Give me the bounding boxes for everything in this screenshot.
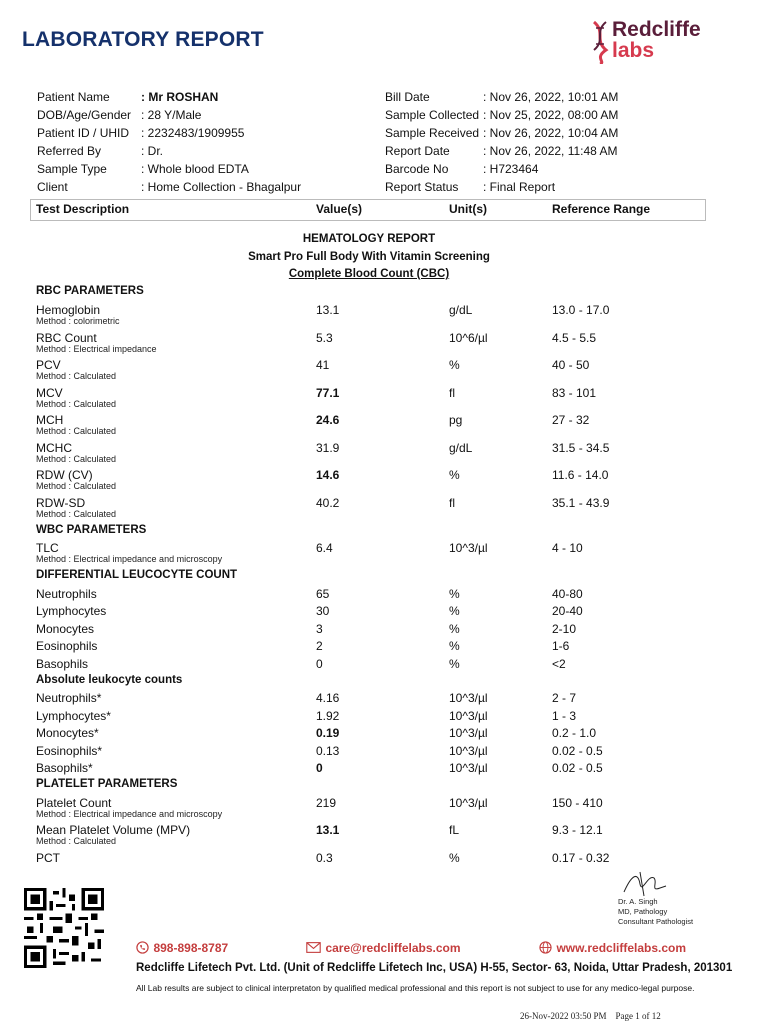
test-value: 13.1	[316, 303, 340, 317]
test-name: Basophils*	[36, 761, 93, 775]
globe-icon	[539, 941, 552, 954]
table-row	[0, 541, 768, 569]
test-reference-range: 1-6	[552, 639, 570, 653]
bill-date-label: Bill Date	[385, 90, 430, 104]
table-row	[0, 657, 768, 685]
test-name: Mean Platelet Volume (MPV)	[36, 823, 191, 837]
phone-icon	[136, 941, 149, 954]
test-method: Method : Electrical impedance	[36, 344, 157, 354]
test-unit: g/dL	[449, 303, 473, 317]
test-value: 5.3	[316, 331, 333, 345]
test-unit: %	[449, 587, 460, 601]
dna-logo-icon	[590, 20, 610, 64]
test-name: MCH	[36, 413, 64, 427]
test-reference-range: 13.0 - 17.0	[552, 303, 610, 317]
test-name: Eosinophils*	[36, 744, 103, 758]
table-row	[0, 386, 768, 414]
table-row	[0, 761, 768, 789]
table-row	[0, 796, 768, 824]
patient-name-label: Patient Name	[37, 90, 110, 104]
test-unit: g/dL	[449, 441, 473, 455]
test-name: Eosinophils	[36, 639, 98, 653]
test-unit: fl	[449, 386, 455, 400]
test-unit: %	[449, 639, 460, 653]
test-value: 1.92	[316, 709, 340, 723]
test-reference-range: 1 - 3	[552, 709, 577, 723]
col-test-description: Test Description	[36, 202, 130, 216]
contact-email[interactable]	[306, 939, 461, 957]
section-rbc: RBC PARAMETERS	[36, 285, 144, 297]
test-unit: 10^3/µl	[449, 744, 488, 758]
test-unit: %	[449, 622, 460, 636]
test-unit: 10^3/µl	[449, 709, 488, 723]
logo-text-redcliffe: Redcliffe	[612, 18, 701, 41]
test-unit: %	[449, 468, 460, 482]
test-method: Method : Calculated	[36, 509, 117, 519]
col-reference-range: Reference Range	[552, 202, 651, 216]
email-icon	[306, 942, 321, 953]
sample-received-value: : Nov 26, 2022, 10:04 AM	[483, 126, 619, 140]
patient-id-label: Patient ID / UHID	[37, 126, 130, 140]
test-unit: %	[449, 657, 460, 671]
barcode-value: : H723464	[483, 162, 539, 176]
test-method: Method : Calculated	[36, 426, 117, 436]
dob-label: DOB/Age/Gender	[37, 108, 132, 122]
sample-type-label: Sample Type	[37, 162, 107, 176]
table-row	[0, 413, 768, 441]
test-value: 6.4	[316, 541, 333, 555]
test-value: 24.6	[316, 413, 340, 427]
test-method: Method : colorimetric	[36, 316, 120, 326]
test-name: PCV	[36, 358, 61, 372]
test-method: Method : Calculated	[36, 371, 117, 381]
test-method: Method : Electrical impedance and microscopy	[36, 809, 223, 819]
test-value: 0	[316, 761, 323, 775]
test-value: 77.1	[316, 386, 340, 400]
test-method: Method : Calculated	[36, 454, 117, 464]
pathologist-name: Dr. A. Singh	[618, 897, 658, 906]
test-name: RDW (CV)	[36, 468, 93, 482]
contact-phone[interactable]	[136, 939, 228, 957]
test-unit: 10^3/µl	[449, 796, 488, 810]
sample-received-label: Sample Received	[385, 126, 480, 140]
test-name: Monocytes	[36, 622, 95, 636]
test-value: 14.6	[316, 468, 340, 482]
report-heading: HEMATOLOGY REPORT	[302, 233, 436, 245]
table-row	[0, 303, 768, 331]
barcode-label: Barcode No	[385, 162, 449, 176]
test-unit: 10^3/µl	[449, 726, 488, 740]
test-name: Lymphocytes	[36, 604, 107, 618]
dob-value: : 28 Y/Male	[141, 108, 202, 122]
report-date-value: : Nov 26, 2022, 11:48 AM	[483, 144, 618, 158]
test-unit: fl	[449, 496, 455, 510]
test-method: Method : Calculated	[36, 481, 117, 491]
test-reference-range: 4 - 10	[552, 541, 583, 555]
test-value: 4.16	[316, 691, 340, 705]
report-status-label: Report Status	[385, 180, 459, 194]
section-dlc: DIFFERENTIAL LEUCOCYTE COUNT	[36, 569, 238, 581]
pathologist-role: Consultant Pathologist	[618, 917, 694, 926]
test-value: 31.9	[316, 441, 340, 455]
client-value: : Home Collection - Bhagalpur	[141, 180, 302, 194]
referred-by-label: Referred By	[37, 144, 102, 158]
test-name: TLC	[36, 541, 59, 555]
test-unit: pg	[449, 413, 463, 427]
table-row	[0, 331, 768, 359]
table-row	[0, 358, 768, 386]
test-name: MCHC	[36, 441, 72, 455]
test-reference-range: <2	[552, 657, 566, 671]
report-title: LABORATORY REPORT	[22, 28, 264, 51]
print-timestamp: 26-Nov-2022 03:50 PM	[520, 1011, 607, 1021]
sample-collected-value: : Nov 25, 2022, 08:00 AM	[483, 108, 619, 122]
test-reference-range: 0.17 - 0.32	[552, 851, 610, 865]
test-value: 219	[316, 796, 337, 810]
table-row	[0, 823, 768, 851]
bill-date-value: : Nov 26, 2022, 10:01 AM	[483, 90, 619, 104]
test-reference-range: 20-40	[552, 604, 583, 618]
test-name: Hemoglobin	[36, 303, 101, 317]
test-value: 40.2	[316, 496, 340, 510]
test-reference-range: 40-80	[552, 587, 583, 601]
sample-collected-label: Sample Collected	[385, 108, 480, 122]
col-values: Value(s)	[316, 202, 363, 216]
panel-name: Complete Blood Count (CBC)	[288, 268, 450, 280]
test-method: Method : Calculated	[36, 836, 117, 846]
test-unit: 10^6/µl	[449, 331, 488, 345]
test-name: Neutrophils	[36, 587, 97, 601]
test-unit: %	[449, 604, 460, 618]
test-reference-range: 4.5 - 5.5	[552, 331, 597, 345]
test-name: Neutrophils*	[36, 691, 102, 705]
test-value: 41	[316, 358, 330, 372]
test-unit: fL	[449, 823, 460, 837]
client-label: Client	[37, 180, 68, 194]
test-value: 65	[316, 587, 330, 601]
test-name: Monocytes*	[36, 726, 99, 740]
disclaimer: All Lab results are subject to clinical interpretaton by qualified medical professional and this report is not subject to use for any medico-legal purpose.	[136, 983, 695, 993]
test-method: Method : Calculated	[36, 399, 117, 409]
test-name: PCT	[36, 851, 60, 865]
test-reference-range: 0.02 - 0.5	[552, 761, 603, 775]
sample-type-value: : Whole blood EDTA	[141, 162, 249, 176]
test-name: RDW-SD	[36, 496, 86, 510]
print-info	[520, 1011, 661, 1021]
phone-text: 898-898-8787	[153, 941, 229, 955]
test-reference-range: 35.1 - 43.9	[552, 496, 610, 510]
test-reference-range: 31.5 - 34.5	[552, 441, 610, 455]
test-name: MCV	[36, 386, 63, 400]
package-name: Smart Pro Full Body With Vitamin Screening	[248, 251, 490, 263]
pathologist-degree: MD, Pathology	[618, 907, 668, 916]
test-method: Method : Electrical impedance and microscopy	[36, 554, 223, 564]
signature-mark	[620, 870, 670, 898]
test-reference-range: 2-10	[552, 622, 577, 636]
test-unit: 10^3/µl	[449, 541, 488, 555]
contact-website[interactable]	[539, 939, 686, 957]
test-reference-range: 40 - 50	[552, 358, 590, 372]
test-value: 2	[316, 639, 323, 653]
table-row	[0, 441, 768, 469]
test-reference-range: 27 - 32	[552, 413, 590, 427]
test-value: 0.13	[316, 744, 340, 758]
patient-name-value: : Mr ROSHAN	[141, 90, 219, 104]
table-row	[0, 496, 768, 524]
test-value: 13.1	[316, 823, 340, 837]
test-name: RBC Count	[36, 331, 97, 345]
report-date-label: Report Date	[385, 144, 450, 158]
test-reference-range: 83 - 101	[552, 386, 597, 400]
test-value: 0.19	[316, 726, 340, 740]
test-unit: 10^3/µl	[449, 761, 488, 775]
pathologist-block	[618, 897, 693, 927]
test-reference-range: 2 - 7	[552, 691, 577, 705]
test-name: Lymphocytes*	[36, 709, 111, 723]
test-name: Basophils	[36, 657, 89, 671]
website-text: www.redcliffelabs.com	[556, 941, 687, 955]
test-unit: 10^3/µl	[449, 691, 488, 705]
section-wbc: WBC PARAMETERS	[36, 524, 147, 536]
qr-code-icon	[24, 888, 104, 968]
test-reference-range: 11.6 - 14.0	[552, 468, 609, 482]
logo-text-labs: labs	[612, 39, 655, 62]
page-number: Page 1 of 12	[615, 1011, 661, 1021]
test-reference-range: 0.02 - 0.5	[552, 744, 603, 758]
test-value: 0	[316, 657, 323, 671]
test-unit: %	[449, 851, 460, 865]
test-value: 3	[316, 622, 323, 636]
col-units: Unit(s)	[449, 202, 487, 216]
test-value: 0.3	[316, 851, 333, 865]
test-name: Platelet Count	[36, 796, 112, 810]
test-reference-range: 150 - 410	[552, 796, 603, 810]
test-reference-range: 9.3 - 12.1	[552, 823, 603, 837]
section-platelet: PLATELET PARAMETERS	[36, 778, 178, 790]
test-reference-range: 0.2 - 1.0	[552, 726, 597, 740]
patient-id-value: : 2232483/1909955	[141, 126, 245, 140]
test-unit: %	[449, 358, 460, 372]
email-text: care@redcliffelabs.com	[325, 941, 461, 955]
section-absolute-counts: Absolute leukocyte counts	[36, 674, 183, 686]
referred-by-value: : Dr.	[141, 144, 164, 158]
table-row	[0, 468, 768, 496]
redcliffe-logo	[590, 18, 730, 66]
test-value: 30	[316, 604, 330, 618]
company-address: Redcliffe Lifetech Pvt. Ltd. (Unit of Redcliffe Lifetech Inc, USA) H-55, Sector- 63, Noida, Uttar Pradesh, 201301	[136, 962, 733, 974]
report-status-value: : Final Report	[483, 180, 556, 194]
